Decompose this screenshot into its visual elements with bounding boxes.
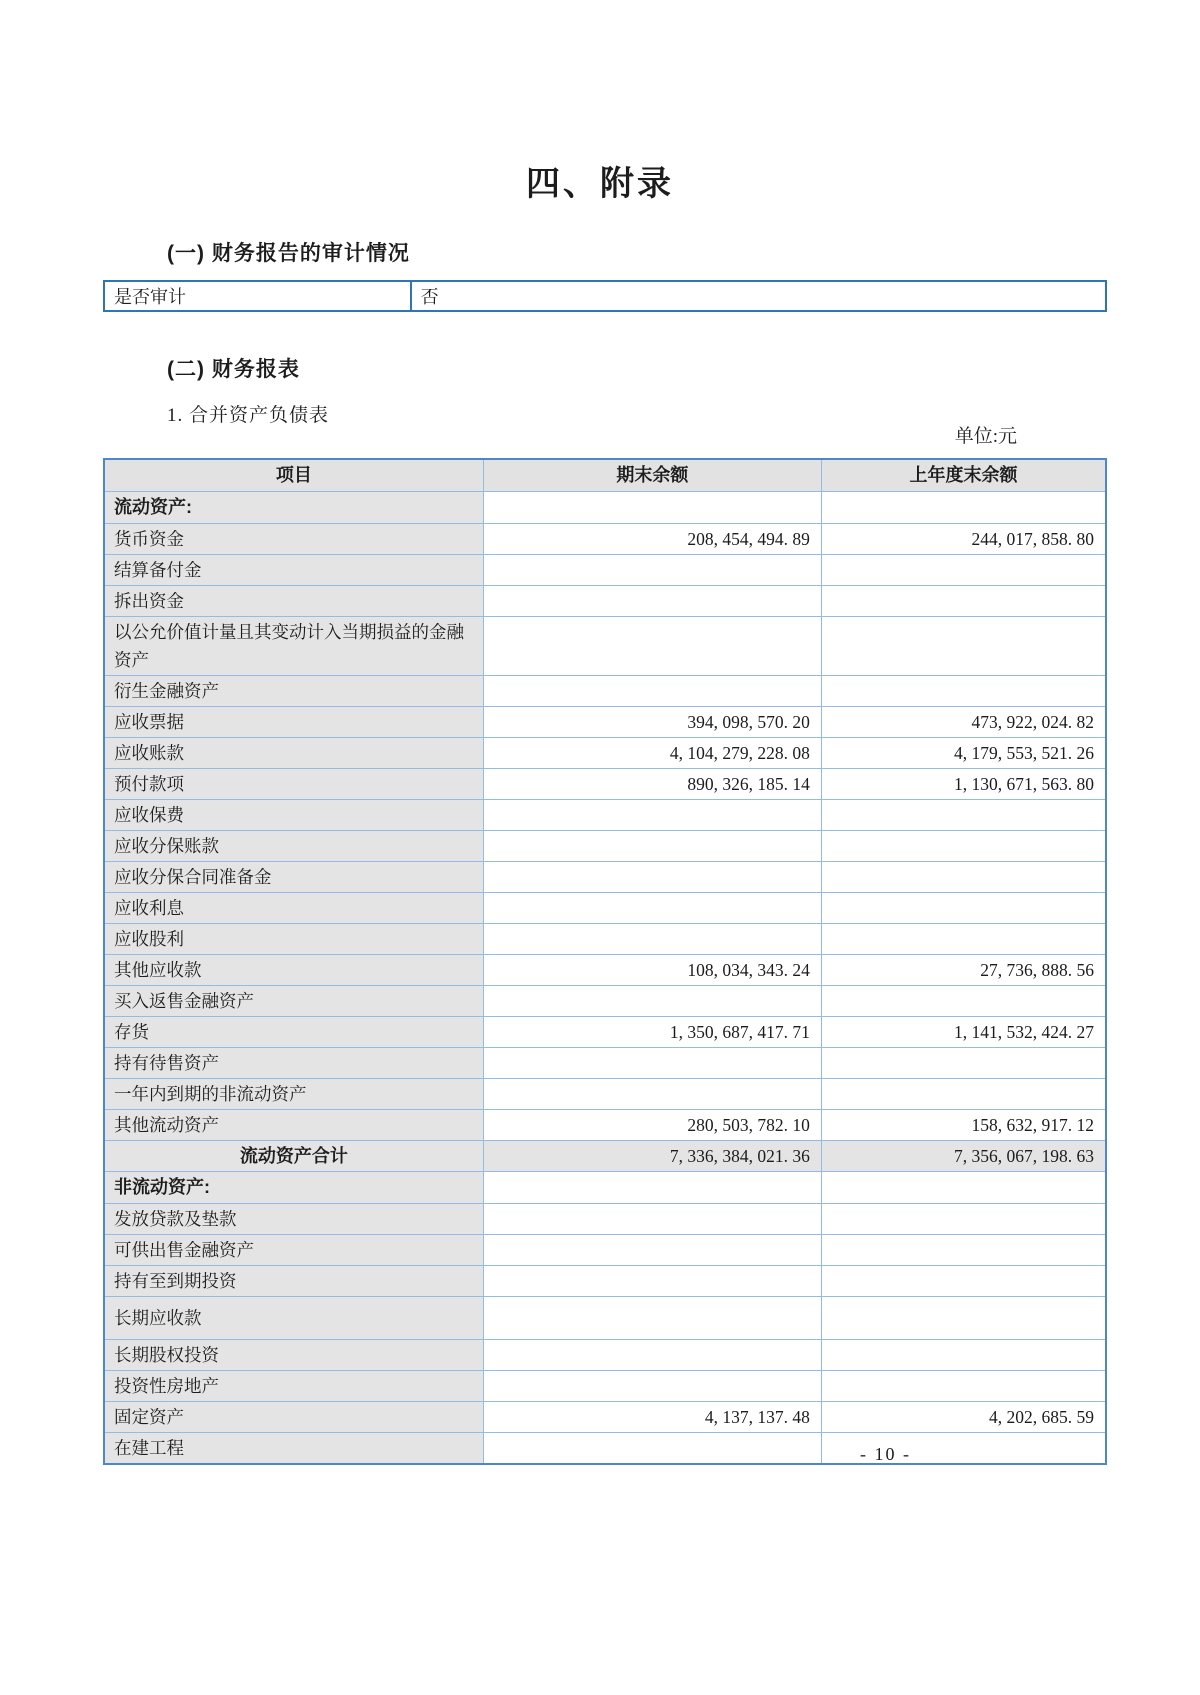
column-header-prior-year-balance: 上年度末余额 [821,459,1106,491]
closing-balance-cell: 394, 098, 570. 20 [483,706,821,737]
item-cell: 可供出售金融资产 [104,1235,483,1266]
page-title: 四、附录 [526,165,674,203]
item-cell: 应收分保账款 [104,830,483,861]
table-row [104,923,1106,954]
prior-year-balance-cell [821,1371,1106,1402]
table-row [104,706,1106,737]
prior-year-balance-cell [821,1047,1106,1078]
item-cell: 流动资产合计 [104,1140,483,1172]
item-cell: 其他应收款 [104,954,483,985]
prior-year-balance-cell [821,799,1106,830]
item-cell: 流动资产: [104,491,483,523]
prior-year-balance-cell: 7, 356, 067, 198. 63 [821,1140,1106,1172]
table-row [104,954,1106,985]
closing-balance-cell [483,1340,821,1371]
table-row [104,1340,1106,1371]
item-cell: 买入返售金融资产 [104,985,483,1016]
column-header-closing-balance: 期末余额 [483,459,821,491]
page-number: - 10 - [860,1444,911,1464]
column-header-item: 项目 [104,459,483,491]
prior-year-balance-cell: 244, 017, 858. 80 [821,523,1106,554]
prior-year-balance-cell [821,892,1106,923]
table-row [104,675,1106,706]
closing-balance-cell [483,892,821,923]
prior-year-balance-cell [821,1266,1106,1297]
prior-year-balance-cell [821,985,1106,1016]
table-row [104,768,1106,799]
closing-balance-cell [483,1297,821,1340]
table-row [104,523,1106,554]
table-row [104,1371,1106,1402]
prior-year-balance-cell: 27, 736, 888. 56 [821,954,1106,985]
prior-year-balance-cell [821,585,1106,616]
closing-balance-cell [483,985,821,1016]
table-row [104,799,1106,830]
item-cell: 持有至到期投资 [104,1266,483,1297]
closing-balance-cell [483,675,821,706]
closing-balance-cell [483,1433,821,1465]
table-row [104,1235,1106,1266]
table-row [104,1402,1106,1433]
audit-section-heading: (一) 财务报告的审计情况 [167,242,410,265]
table-row [104,1433,1106,1465]
table-row [104,616,1106,675]
balance-sheet-table [103,458,1107,1465]
prior-year-balance-cell [821,1340,1106,1371]
prior-year-balance-cell: 158, 632, 917. 12 [821,1109,1106,1140]
item-cell: 应收保费 [104,799,483,830]
item-cell: 非流动资产: [104,1172,483,1204]
prior-year-balance-cell: 1, 130, 671, 563. 80 [821,768,1106,799]
item-cell: 一年内到期的非流动资产 [104,1078,483,1109]
audit-label-cell: 是否审计 [104,281,411,311]
closing-balance-cell [483,1078,821,1109]
prior-year-balance-cell: 4, 202, 685. 59 [821,1402,1106,1433]
item-cell: 应收分保合同准备金 [104,861,483,892]
item-cell: 在建工程 [104,1433,483,1465]
unit-label: 单位:元 [954,426,1017,447]
prior-year-balance-cell [821,1204,1106,1235]
prior-year-balance-cell [821,830,1106,861]
closing-balance-cell: 280, 503, 782. 10 [483,1109,821,1140]
closing-balance-cell [483,923,821,954]
audit-table [103,280,1107,312]
item-cell: 应收账款 [104,737,483,768]
closing-balance-cell: 4, 104, 279, 228. 08 [483,737,821,768]
closing-balance-cell: 4, 137, 137. 48 [483,1402,821,1433]
prior-year-balance-cell [821,923,1106,954]
closing-balance-cell [483,585,821,616]
item-cell: 货币资金 [104,523,483,554]
prior-year-balance-cell [821,675,1106,706]
prior-year-balance-cell [821,616,1106,675]
table-row [104,861,1106,892]
prior-year-balance-cell [821,1078,1106,1109]
prior-year-balance-cell: 1, 141, 532, 424. 27 [821,1016,1106,1047]
closing-balance-cell [483,861,821,892]
closing-balance-cell [483,616,821,675]
balance-sheet-subheading: 1. 合并资产负债表 [167,405,330,426]
table-row [104,554,1106,585]
prior-year-balance-cell [821,554,1106,585]
item-cell: 投资性房地产 [104,1371,483,1402]
closing-balance-cell [483,830,821,861]
table-row [104,892,1106,923]
prior-year-balance-cell [821,1297,1106,1340]
table-row [104,585,1106,616]
closing-balance-cell [483,1235,821,1266]
closing-balance-cell: 890, 326, 185. 14 [483,768,821,799]
table-row [104,737,1106,768]
closing-balance-cell [483,554,821,585]
audit-table-row [104,281,1106,311]
item-cell: 其他流动资产 [104,1109,483,1140]
table-row [104,1047,1106,1078]
table-row [104,1016,1106,1047]
table-row [104,985,1106,1016]
closing-balance-cell [483,1047,821,1078]
table-row [104,1078,1106,1109]
prior-year-balance-cell [821,491,1106,523]
prior-year-balance-cell [821,1235,1106,1266]
statements-section-heading: (二) 财务报表 [167,358,300,381]
table-row [104,1140,1106,1172]
closing-balance-cell: 7, 336, 384, 021. 36 [483,1140,821,1172]
closing-balance-cell [483,1204,821,1235]
closing-balance-cell: 108, 034, 343. 24 [483,954,821,985]
item-cell: 衍生金融资产 [104,675,483,706]
item-cell: 长期应收款 [104,1297,483,1340]
prior-year-balance-cell [821,861,1106,892]
table-row [104,830,1106,861]
table-row [104,491,1106,523]
closing-balance-cell [483,1371,821,1402]
prior-year-balance-cell: 4, 179, 553, 521. 26 [821,737,1106,768]
balance-sheet-body [104,491,1106,1464]
prior-year-balance-cell [821,1172,1106,1204]
item-cell: 固定资产 [104,1402,483,1433]
item-cell: 应收利息 [104,892,483,923]
closing-balance-cell [483,799,821,830]
item-cell: 结算备付金 [104,554,483,585]
closing-balance-cell: 1, 350, 687, 417. 71 [483,1016,821,1047]
item-cell: 应收票据 [104,706,483,737]
table-row [104,1109,1106,1140]
closing-balance-cell [483,1266,821,1297]
table-row [104,1297,1106,1340]
closing-balance-cell: 208, 454, 494. 89 [483,523,821,554]
item-cell: 持有待售资产 [104,1047,483,1078]
prior-year-balance-cell: 473, 922, 024. 82 [821,706,1106,737]
balance-sheet-header-row [104,459,1106,491]
item-cell: 预付款项 [104,768,483,799]
item-cell: 发放贷款及垫款 [104,1204,483,1235]
item-cell: 长期股权投资 [104,1340,483,1371]
table-row [104,1204,1106,1235]
item-cell: 拆出资金 [104,585,483,616]
table-row [104,1172,1106,1204]
audit-value-cell: 否 [411,281,1106,311]
item-cell: 以公允价值计量且其变动计入当期损益的金融资产 [104,616,483,675]
item-cell: 存货 [104,1016,483,1047]
closing-balance-cell [483,1172,821,1204]
closing-balance-cell [483,491,821,523]
item-cell: 应收股利 [104,923,483,954]
table-row [104,1266,1106,1297]
